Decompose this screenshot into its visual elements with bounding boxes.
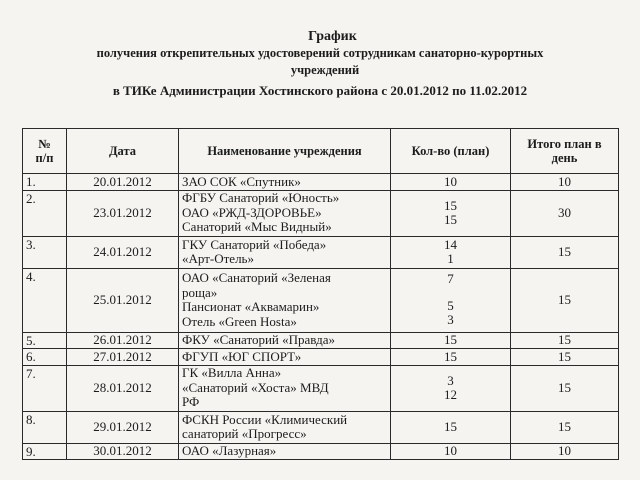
document-title: График <box>308 29 357 44</box>
row-date: 20.01.2012 <box>67 174 179 191</box>
row-institution: ФГБУ Санаторий «Юность» ОАО «РЖД-ЗДОРОВЬЕ» Санаторий «Мыс Видный» <box>179 190 391 236</box>
column-header-total: Итого план в день <box>511 129 619 174</box>
row-date: 25.01.2012 <box>67 268 179 332</box>
row-total: 30 <box>511 190 619 236</box>
row-qty: 15 <box>391 349 511 366</box>
table-row <box>23 236 619 268</box>
column-header-date: Дата <box>67 129 179 174</box>
table-row <box>23 443 619 460</box>
document-subtitle-line-1: получения открепительных удостоверений сотрудникам санаторно-курортных <box>96 46 544 60</box>
row-number: 3. <box>23 236 67 268</box>
row-total: 15 <box>511 365 619 411</box>
row-date: 27.01.2012 <box>67 349 179 366</box>
row-total: 10 <box>511 174 619 191</box>
row-institution: ГК «Вилла Анна» «Санаторий «Хоста» МВД РФ <box>179 365 391 411</box>
row-institution: ФКУ «Санаторий «Правда» <box>179 332 391 349</box>
row-institution: ОАО «Санаторий «Зеленая роща» Пансионат «Аквамарин» Отель «Green Hosta» <box>179 268 391 332</box>
column-header-qty: Кол-во (план) <box>391 129 511 174</box>
row-number: 8. <box>23 411 67 443</box>
schedule-table <box>22 128 619 460</box>
row-total: 15 <box>511 349 619 366</box>
row-qty: 15 <box>391 332 511 349</box>
row-institution: ФСКН России «Климический санаторий «Прогресс» <box>179 411 391 443</box>
row-number: 1. <box>23 174 67 191</box>
row-number: 7. <box>23 365 67 411</box>
row-date: 26.01.2012 <box>67 332 179 349</box>
row-institution: ГКУ Санаторий «Победа» «Арт-Отель» <box>179 236 391 268</box>
document-header <box>0 28 640 99</box>
row-total: 15 <box>511 411 619 443</box>
table-row <box>23 332 619 349</box>
table-row <box>23 411 619 443</box>
table-row <box>23 365 619 411</box>
row-institution: ФГУП «ЮГ СПОРТ» <box>179 349 391 366</box>
table-row <box>23 268 619 332</box>
row-qty: 3 12 <box>391 365 511 411</box>
row-institution: ЗАО СОК «Спутник» <box>179 174 391 191</box>
row-institution: ОАО «Лазурная» <box>179 443 391 460</box>
row-total: 15 <box>511 236 619 268</box>
row-qty: 15 <box>391 411 511 443</box>
row-total: 10 <box>511 443 619 460</box>
row-date: 24.01.2012 <box>67 236 179 268</box>
row-qty: 14 1 <box>391 236 511 268</box>
row-qty: 10 <box>391 174 511 191</box>
row-total: 15 <box>511 268 619 332</box>
row-date: 29.01.2012 <box>67 411 179 443</box>
table-row <box>23 190 619 236</box>
table-row <box>23 349 619 366</box>
row-qty: 15 15 <box>391 190 511 236</box>
document-subtitle-line-3: в ТИКе Администрации Хостинского района с 20.01.2012 по 11.02.2012 <box>112 83 528 98</box>
row-date: 28.01.2012 <box>67 365 179 411</box>
row-date: 23.01.2012 <box>67 190 179 236</box>
row-number: 4. <box>23 268 67 332</box>
row-total: 15 <box>511 332 619 349</box>
row-date: 30.01.2012 <box>67 443 179 460</box>
row-qty: 7 5 3 <box>391 268 511 332</box>
column-header-institution: Наименование учреждения <box>179 129 391 174</box>
row-number: 9. <box>23 443 67 460</box>
column-header-number: № п/п <box>23 129 67 174</box>
table-row <box>23 174 619 191</box>
row-number: 2. <box>23 190 67 236</box>
row-qty: 10 <box>391 443 511 460</box>
document-subtitle-line-2: учреждений <box>290 63 360 77</box>
row-number: 6. <box>23 349 67 366</box>
table-header-row <box>23 129 619 174</box>
row-number: 5. <box>23 332 67 349</box>
